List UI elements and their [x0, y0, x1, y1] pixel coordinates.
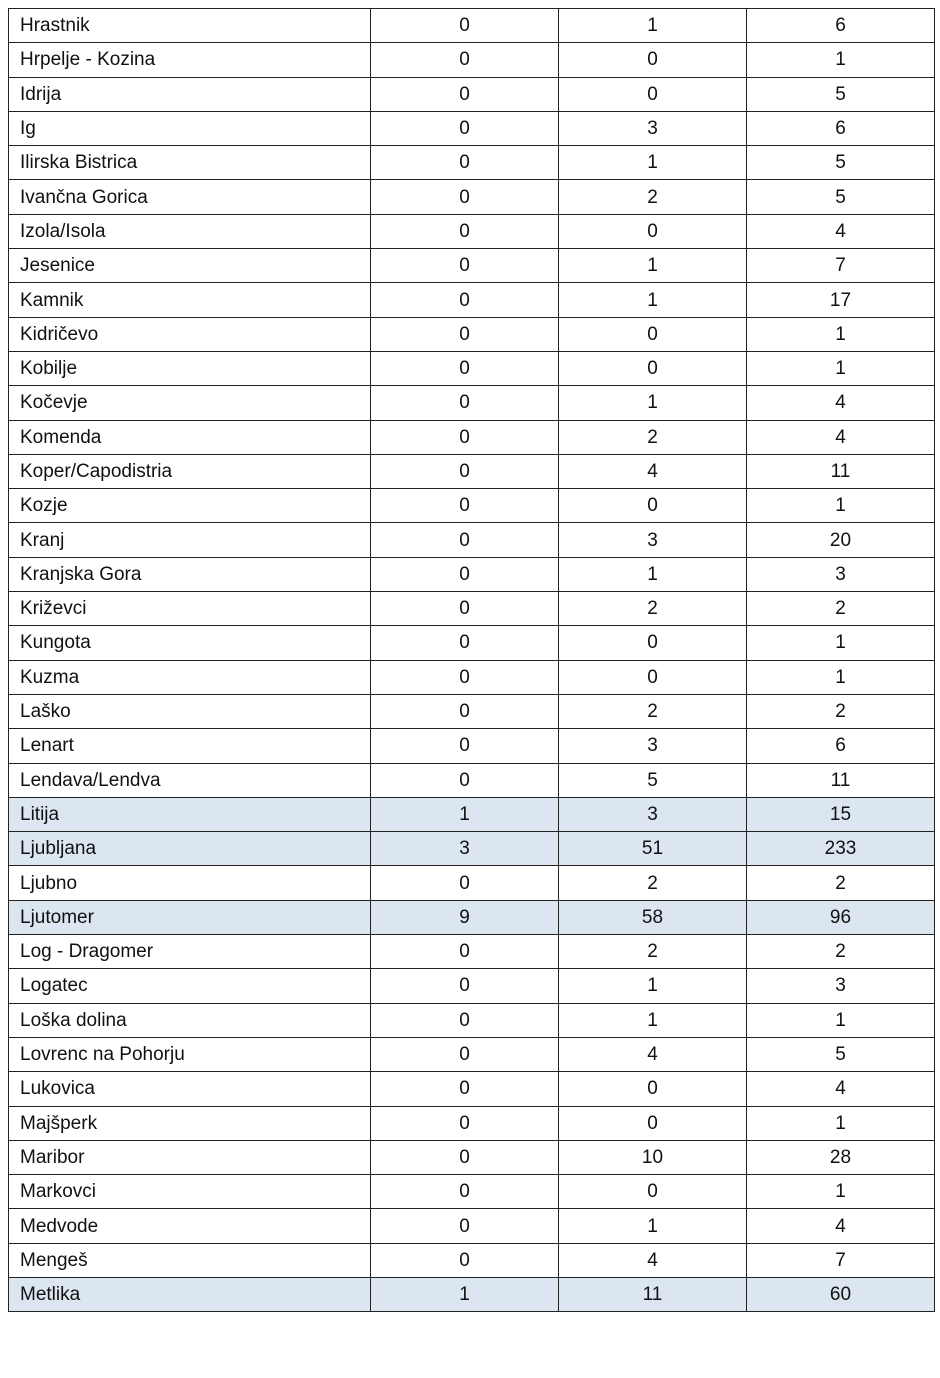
value-cell-col3: 4: [747, 1209, 935, 1243]
value-cell-col2: 1: [559, 386, 747, 420]
municipality-name-cell: Kočevje: [9, 386, 371, 420]
table-row: [9, 317, 935, 351]
table-row: [9, 351, 935, 385]
value-cell-col3: 60: [747, 1277, 935, 1311]
value-cell-col1: 0: [371, 1209, 559, 1243]
value-cell-col3: 5: [747, 146, 935, 180]
value-cell-col2: 0: [559, 214, 747, 248]
value-cell-col1: 0: [371, 660, 559, 694]
value-cell-col1: 0: [371, 969, 559, 1003]
table-row: [9, 592, 935, 626]
value-cell-col3: 17: [747, 283, 935, 317]
value-cell-col3: 4: [747, 214, 935, 248]
value-cell-col2: 0: [559, 489, 747, 523]
table-row: [9, 626, 935, 660]
table-row: [9, 1209, 935, 1243]
municipality-name-cell: Ig: [9, 111, 371, 145]
value-cell-col1: 0: [371, 146, 559, 180]
value-cell-col3: 1: [747, 489, 935, 523]
value-cell-col1: 0: [371, 1106, 559, 1140]
value-cell-col1: 0: [371, 317, 559, 351]
table-row: [9, 77, 935, 111]
value-cell-col1: 0: [371, 1003, 559, 1037]
value-cell-col2: 1: [559, 1003, 747, 1037]
municipality-name-cell: Križevci: [9, 592, 371, 626]
value-cell-col1: 0: [371, 111, 559, 145]
municipality-name-cell: Kungota: [9, 626, 371, 660]
value-cell-col2: 0: [559, 77, 747, 111]
value-cell-col3: 1: [747, 660, 935, 694]
value-cell-col1: 0: [371, 729, 559, 763]
municipality-name-cell: Mengeš: [9, 1243, 371, 1277]
municipality-name-cell: Medvode: [9, 1209, 371, 1243]
value-cell-col3: 1: [747, 351, 935, 385]
value-cell-col2: 2: [559, 420, 747, 454]
value-cell-col1: 0: [371, 1072, 559, 1106]
value-cell-col2: 0: [559, 1175, 747, 1209]
table-row: [9, 489, 935, 523]
value-cell-col1: 0: [371, 180, 559, 214]
value-cell-col3: 233: [747, 832, 935, 866]
value-cell-col3: 6: [747, 9, 935, 43]
value-cell-col3: 7: [747, 249, 935, 283]
table-row: [9, 1106, 935, 1140]
value-cell-col1: 0: [371, 454, 559, 488]
value-cell-col3: 96: [747, 900, 935, 934]
value-cell-col2: 2: [559, 694, 747, 728]
municipality-name-cell: Lukovica: [9, 1072, 371, 1106]
table-row: [9, 111, 935, 145]
value-cell-col1: 0: [371, 935, 559, 969]
value-cell-col3: 4: [747, 420, 935, 454]
table-row: [9, 1037, 935, 1071]
value-cell-col2: 11: [559, 1277, 747, 1311]
value-cell-col3: 3: [747, 969, 935, 1003]
table-row: [9, 1243, 935, 1277]
table-row: [9, 1003, 935, 1037]
municipality-name-cell: Kobilje: [9, 351, 371, 385]
value-cell-col3: 3: [747, 557, 935, 591]
table-row: [9, 214, 935, 248]
value-cell-col1: 0: [371, 694, 559, 728]
municipality-name-cell: Ivančna Gorica: [9, 180, 371, 214]
value-cell-col2: 0: [559, 1106, 747, 1140]
value-cell-col1: 0: [371, 1140, 559, 1174]
table-row: [9, 1072, 935, 1106]
value-cell-col2: 2: [559, 866, 747, 900]
value-cell-col2: 1: [559, 557, 747, 591]
value-cell-col2: 4: [559, 1243, 747, 1277]
table-row: [9, 763, 935, 797]
municipality-name-cell: Idrija: [9, 77, 371, 111]
municipality-name-cell: Logatec: [9, 969, 371, 1003]
table-row: [9, 660, 935, 694]
table-row: [9, 523, 935, 557]
municipality-name-cell: Kuzma: [9, 660, 371, 694]
value-cell-col1: 0: [371, 489, 559, 523]
municipality-name-cell: Majšperk: [9, 1106, 371, 1140]
value-cell-col2: 58: [559, 900, 747, 934]
table-row: [9, 832, 935, 866]
municipality-name-cell: Ljubljana: [9, 832, 371, 866]
municipality-name-cell: Litija: [9, 797, 371, 831]
value-cell-col1: 0: [371, 1243, 559, 1277]
value-cell-col2: 0: [559, 43, 747, 77]
value-cell-col3: 5: [747, 1037, 935, 1071]
value-cell-col1: 0: [371, 1175, 559, 1209]
value-cell-col1: 0: [371, 77, 559, 111]
table-row: [9, 146, 935, 180]
value-cell-col1: 0: [371, 592, 559, 626]
value-cell-col2: 3: [559, 797, 747, 831]
value-cell-col2: 1: [559, 969, 747, 1003]
municipality-name-cell: Kamnik: [9, 283, 371, 317]
municipality-name-cell: Lovrenc na Pohorju: [9, 1037, 371, 1071]
value-cell-col2: 0: [559, 1072, 747, 1106]
table-row: [9, 694, 935, 728]
municipality-name-cell: Kranj: [9, 523, 371, 557]
value-cell-col3: 5: [747, 77, 935, 111]
municipality-name-cell: Maribor: [9, 1140, 371, 1174]
value-cell-col1: 3: [371, 832, 559, 866]
municipality-name-cell: Lendava/Lendva: [9, 763, 371, 797]
value-cell-col2: 2: [559, 592, 747, 626]
value-cell-col3: 4: [747, 386, 935, 420]
value-cell-col2: 2: [559, 180, 747, 214]
value-cell-col1: 0: [371, 523, 559, 557]
value-cell-col1: 0: [371, 386, 559, 420]
value-cell-col3: 6: [747, 729, 935, 763]
table-row: [9, 935, 935, 969]
municipality-name-cell: Log - Dragomer: [9, 935, 371, 969]
value-cell-col2: 0: [559, 317, 747, 351]
table-row: [9, 386, 935, 420]
value-cell-col2: 0: [559, 660, 747, 694]
value-cell-col3: 20: [747, 523, 935, 557]
municipality-name-cell: Hrpelje - Kozina: [9, 43, 371, 77]
value-cell-col2: 3: [559, 729, 747, 763]
table-row: [9, 454, 935, 488]
value-cell-col2: 4: [559, 454, 747, 488]
value-cell-col2: 1: [559, 283, 747, 317]
value-cell-col3: 1: [747, 1003, 935, 1037]
table-row: [9, 249, 935, 283]
municipality-name-cell: Komenda: [9, 420, 371, 454]
value-cell-col1: 0: [371, 9, 559, 43]
value-cell-col3: 1: [747, 1175, 935, 1209]
table-row: [9, 797, 935, 831]
municipality-name-cell: Kidričevo: [9, 317, 371, 351]
value-cell-col1: 0: [371, 866, 559, 900]
table-row: [9, 180, 935, 214]
value-cell-col2: 1: [559, 249, 747, 283]
municipality-name-cell: Jesenice: [9, 249, 371, 283]
table-body: [9, 9, 935, 1312]
value-cell-col1: 1: [371, 797, 559, 831]
value-cell-col3: 6: [747, 111, 935, 145]
value-cell-col2: 4: [559, 1037, 747, 1071]
value-cell-col2: 5: [559, 763, 747, 797]
value-cell-col2: 1: [559, 9, 747, 43]
value-cell-col1: 0: [371, 43, 559, 77]
value-cell-col1: 0: [371, 249, 559, 283]
municipality-name-cell: Koper/Capodistria: [9, 454, 371, 488]
value-cell-col1: 0: [371, 557, 559, 591]
municipality-name-cell: Ljubno: [9, 866, 371, 900]
value-cell-col3: 1: [747, 626, 935, 660]
value-cell-col1: 0: [371, 214, 559, 248]
value-cell-col1: 0: [371, 626, 559, 660]
value-cell-col3: 2: [747, 592, 935, 626]
value-cell-col3: 4: [747, 1072, 935, 1106]
value-cell-col3: 2: [747, 935, 935, 969]
table-row: [9, 866, 935, 900]
municipality-name-cell: Metlika: [9, 1277, 371, 1311]
table-row: [9, 900, 935, 934]
municipality-name-cell: Hrastnik: [9, 9, 371, 43]
value-cell-col2: 3: [559, 111, 747, 145]
value-cell-col1: 0: [371, 351, 559, 385]
municipality-name-cell: Laško: [9, 694, 371, 728]
value-cell-col3: 1: [747, 317, 935, 351]
table-row: [9, 729, 935, 763]
table-row: [9, 43, 935, 77]
value-cell-col3: 11: [747, 763, 935, 797]
value-cell-col3: 1: [747, 1106, 935, 1140]
value-cell-col2: 0: [559, 351, 747, 385]
value-cell-col3: 1: [747, 43, 935, 77]
value-cell-col3: 5: [747, 180, 935, 214]
value-cell-col3: 15: [747, 797, 935, 831]
table-row: [9, 1277, 935, 1311]
municipality-name-cell: Ljutomer: [9, 900, 371, 934]
value-cell-col2: 1: [559, 1209, 747, 1243]
municipality-name-cell: Ilirska Bistrica: [9, 146, 371, 180]
value-cell-col2: 2: [559, 935, 747, 969]
value-cell-col3: 7: [747, 1243, 935, 1277]
value-cell-col2: 51: [559, 832, 747, 866]
value-cell-col1: 0: [371, 283, 559, 317]
municipality-name-cell: Izola/Isola: [9, 214, 371, 248]
value-cell-col2: 10: [559, 1140, 747, 1174]
value-cell-col2: 0: [559, 626, 747, 660]
value-cell-col3: 2: [747, 694, 935, 728]
value-cell-col1: 1: [371, 1277, 559, 1311]
municipality-name-cell: Kozje: [9, 489, 371, 523]
value-cell-col3: 11: [747, 454, 935, 488]
municipality-table: [8, 8, 935, 1312]
municipality-table-container: [8, 8, 934, 1312]
value-cell-col1: 9: [371, 900, 559, 934]
table-row: [9, 420, 935, 454]
table-row: [9, 1175, 935, 1209]
table-row: [9, 969, 935, 1003]
value-cell-col1: 0: [371, 420, 559, 454]
value-cell-col1: 0: [371, 763, 559, 797]
value-cell-col2: 1: [559, 146, 747, 180]
table-row: [9, 9, 935, 43]
municipality-name-cell: Markovci: [9, 1175, 371, 1209]
table-row: [9, 1140, 935, 1174]
municipality-name-cell: Lenart: [9, 729, 371, 763]
municipality-name-cell: Loška dolina: [9, 1003, 371, 1037]
value-cell-col3: 28: [747, 1140, 935, 1174]
value-cell-col1: 0: [371, 1037, 559, 1071]
value-cell-col3: 2: [747, 866, 935, 900]
municipality-name-cell: Kranjska Gora: [9, 557, 371, 591]
table-row: [9, 283, 935, 317]
value-cell-col2: 3: [559, 523, 747, 557]
table-row: [9, 557, 935, 591]
